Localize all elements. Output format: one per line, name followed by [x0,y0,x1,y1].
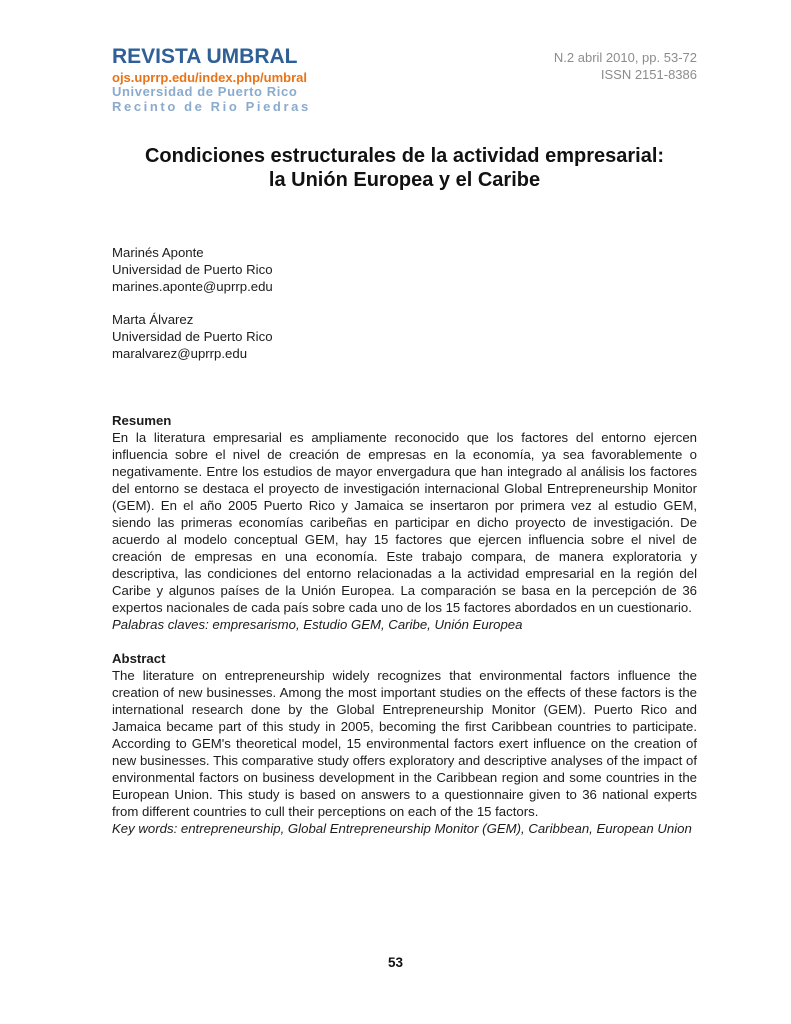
journal-identity [112,45,311,114]
issue-info-block [554,45,697,83]
article-title [112,144,697,192]
resumen-keywords: Palabras claves: empresarismo, Estudio GEM, Caribe, Unión Europea [112,617,523,632]
journal-masthead [112,45,697,114]
article-title-line2: la Unión Europea y el Caribe [268,169,541,191]
abstract-keywords: Key words: entrepreneurship, Global Entrepreneurship Monitor (GEM), Caribbean, European Union [112,821,692,836]
abstract-heading: Abstract [112,651,166,666]
journal-name: REVISTA UMBRAL [112,45,298,68]
page-number: 53 [387,955,404,970]
author-name: Marinés Aponte [112,245,204,260]
author-email: maralvarez@uprrp.edu [112,346,248,361]
resumen-body: En la literatura empresarial es ampliamente reconocido que los factores del entorno ejercen influencia sobre el nivel de creación de empresas en la economía, ya sea favorablemente o negativamente. Entre los estudios de mayor envergadura que han integrado al análisis los factores del entorno se destaca el proyecto de investigación internacional Global Entrepreneurship Monitor (GEM). En el año 2005 Puerto Rico y Jamaica se insertaron por primera vez al estudio GEM, siendo las primeras economías caribeñas en participar en dicho proyecto de investigación. De acuerdo al modelo conceptual GEM, hay 15 factores que ejercen influencia sobre el nivel de creación de empresas en una economía. Este trabajo compara, de manera exploratoria y descriptiva, las condiciones del entorno relacionadas a la actividad empresarial en la región del Caribe y algunos países de la Unión Europea. La comparación se basa en la percepción de 36 expertos nacionales de cada país sobre cada uno de los 15 factores abordados en un cuestionario. [112,430,697,615]
author-block [112,311,697,362]
author-name: Marta Álvarez [112,312,194,327]
journal-campus: Recinto de Rio Piedras [112,98,311,114]
journal-url: ojs.uprrp.edu/index.php/umbral [112,70,308,85]
author-affiliation: Universidad de Puerto Rico [112,262,273,277]
author-block [112,244,697,295]
abstract-section [112,650,697,837]
abstract-body: The literature on entrepreneurship widely recognizes that environmental factors influence the creation of new businesses. Among the most important studies on the effects of these factors is the international research done by the Global Entrepreneurship Monitor (GEM). Puerto Rico and Jamaica became part of this study in 2005, becoming the first Caribbean countries to participate. According to GEM's theoretical model, 15 environmental factors exert influence on the creation of new businesses. This comparative study offers exploratory and descriptive analyses of the impact of environmental factors on business development in the Caribbean region and some countries in the European Union. This study is based on answers to a questionnaire given to 36 national experts from different countries to cull their perceptions on each of the 15 factors. [112,668,697,819]
author-affiliation: Universidad de Puerto Rico [112,329,273,344]
issn: ISSN 2151-8386 [600,67,697,82]
resumen-heading: Resumen [112,413,172,428]
author-email: marines.aponte@uprrp.edu [112,279,273,294]
article-title-line1: Condiciones estructurales de la actividad empresarial: [144,145,665,167]
journal-institution: Universidad de Puerto Rico [112,84,298,99]
issue-info: N.2 abril 2010, pp. 53-72 [553,50,697,65]
resumen-section [112,412,697,633]
authors-section [112,244,697,362]
